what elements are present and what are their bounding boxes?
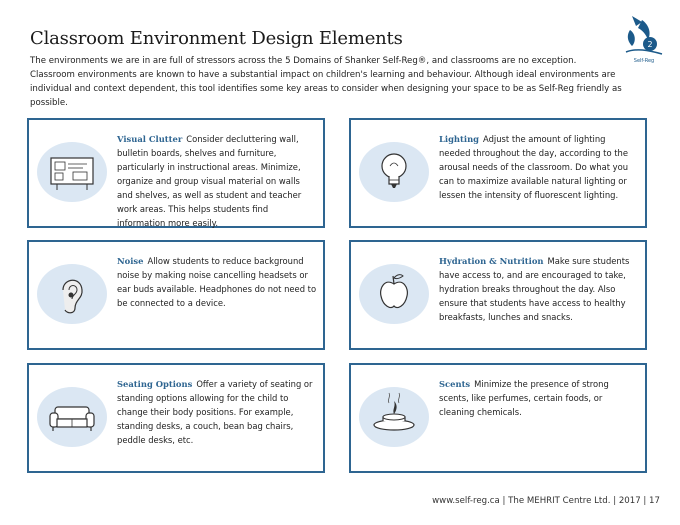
card-heading: Noise <box>117 256 144 266</box>
couch-icon <box>37 387 107 447</box>
card-body: Offer a variety of seating or standing options allowing for the child to change their body positions. For example, standing desks, a couch, bean bag chairs, peddle desks, etc. <box>117 379 313 445</box>
intro-text <box>30 54 630 110</box>
intro-paragraph-2: Classroom environments are known to have a substantial impact on children's learning and behaviour. Although ideal environments are individual and context dependent, this tool identifies some key areas to consider when designing your space to be as Self-Reg friendly as possible. <box>30 70 622 108</box>
intro-paragraph-1: The environments we are in are full of stressors across the 5 Domains of Shanker Self-Reg®, and classrooms are no exception. <box>30 56 577 66</box>
card-text <box>117 377 317 447</box>
card-noise <box>27 240 325 350</box>
card-body: Minimize the presence of strong scents, like perfumes, certain foods, or cleaning chemicals. <box>439 379 609 417</box>
card-lighting <box>349 118 647 228</box>
card-visual-clutter <box>27 118 325 228</box>
card-text <box>117 254 317 310</box>
card-heading: Hydration & Nutrition <box>439 256 544 266</box>
card-heading: Scents <box>439 379 471 389</box>
svg-text:2: 2 <box>647 40 653 49</box>
card-body: Consider decluttering wall, bulletin boards, shelves and furniture, particularly in instructional areas. Minimize, organize and group visual material on walls and shelves, as well as student and teacher work areas. This helps students find information more easily. <box>117 134 302 228</box>
card-heading: Lighting <box>439 134 480 144</box>
candle-icon <box>359 387 429 447</box>
light-bulb-icon <box>359 142 429 202</box>
card-seating-options <box>27 363 325 473</box>
apple-icon <box>359 264 429 324</box>
card-text <box>117 132 317 230</box>
card-hydration-nutrition <box>349 240 647 350</box>
logo-label: Self-Reg <box>633 58 655 64</box>
card-body: Adjust the amount of lighting needed throughout the day, according to the arousal needs of the classroom. Do what you can to maximize available natural lighting or lessen the intensity of fluorescent lighting. <box>439 134 629 200</box>
card-heading: Visual Clutter <box>117 134 183 144</box>
page-title: Classroom Environment Design Elements <box>30 28 403 49</box>
card-text <box>439 377 639 419</box>
card-scents <box>349 363 647 473</box>
ear-icon <box>37 264 107 324</box>
bulletin-board-icon <box>37 142 107 202</box>
card-text <box>439 254 639 324</box>
card-body: Make sure students have access to, and are encouraged to take, hydration breaks throughout the day. Also ensure that students have access to healthy breakfasts, lunches and snacks. <box>439 256 630 322</box>
card-heading: Seating Options <box>117 379 193 389</box>
card-body: Allow students to reduce background noise by making noise cancelling headsets or ear buds available. Headphones do not need to be connected to a device. <box>117 256 317 308</box>
card-text <box>439 132 639 202</box>
footer-text: www.self-reg.ca | The MEHRIT Centre Ltd. | 2017 | 17 <box>432 496 660 506</box>
